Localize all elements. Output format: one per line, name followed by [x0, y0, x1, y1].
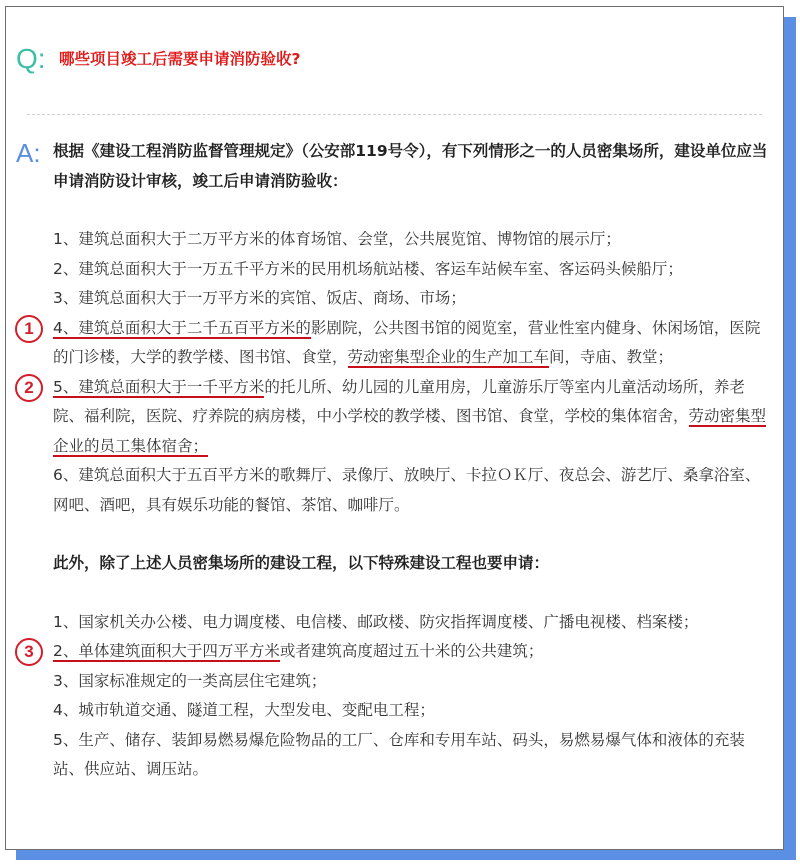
section-subheading: 此外，除了上述人员密集场所的建设工程，以下特殊建设工程也要申请：	[53, 554, 550, 572]
item-text-tail: 间，寺庙、教堂；	[549, 348, 674, 366]
list-item-2: 2、建筑总面积大于一万五千平方米的民用机场航站楼、客运车站候车室、客运码头候船厅；	[53, 259, 683, 278]
annotation-badge-2: 2	[15, 374, 43, 402]
underlined-threshold: 4、建筑总面积大于二千五百平方米的	[53, 318, 311, 337]
list-item-5	[24, 373, 773, 462]
annotation-badge-3: 3	[15, 638, 43, 666]
list-item-6: 6、建筑总面积大于五百平方米的歌舞厅、录像厅、放映厅、卡拉ＯＫ厅、夜总会、游艺厅、桑拿浴室、网吧、酒吧，具有娱乐功能的餐馆、茶馆、咖啡厅。	[53, 466, 761, 514]
annotation-badge-1: 1	[15, 315, 43, 343]
qa-card	[5, 6, 784, 850]
item-text: 的托儿所、幼儿园的儿童用房，儿童游乐厅等室内儿童活动场所，养老院、福利院，医院、疗养院的病房楼，中小学校的教学楼、图书馆、食堂，学校的集体宿舍，	[53, 377, 745, 425]
special-item-5: 5、生产、储存、装卸易燃易爆危险物品的工厂、仓库和专用车站、码头，易燃易爆气体和液体的充装站、供应站、调压站。	[53, 730, 745, 778]
underlined-threshold: 2、单体建筑面积大于四万平方米	[53, 642, 280, 660]
answer-mark: A:	[16, 138, 41, 168]
underlined-labor-intensive: 劳动密集型企业的员工集体宿舍；	[53, 407, 767, 455]
question-text: 哪些项目竣工后需要申请消防验收?	[59, 50, 301, 68]
special-item-2	[24, 637, 773, 667]
answer-intro: 根据《建设工程消防监督管理规定》（公安部119号令），有下列情形之一的人员密集场所，建设单位应当申请消防设计审核，竣工后申请消防验收：	[53, 142, 768, 190]
list-item-3: 3、建筑总面积大于一万平方米的宾馆、饭店、商场、市场；	[53, 289, 466, 307]
answer-content	[24, 137, 773, 785]
list-item-4	[24, 314, 773, 373]
underlined-threshold: 5、建筑总面积大于一千平方米	[53, 377, 265, 396]
special-item-4: 4、城市轨道交通、隧道工程，大型发电、变配电工程；	[53, 701, 435, 719]
special-item-1: 1、国家机关办公楼、电力调度楼、电信楼、邮政楼、防灾指挥调度楼、广播电视楼、档案楼；	[53, 612, 699, 631]
underlined-labor-intensive: 劳动密集型企业的生产加工车	[347, 348, 550, 366]
question-mark: Q:	[16, 43, 46, 74]
list-item-1: 1、建筑总面积大于二万平方米的体育场馆、会堂，公共展览馆、博物馆的展示厅；	[53, 230, 621, 248]
item-text: 或者建筑高度超过五十米的公共建筑；	[279, 642, 544, 660]
special-item-3: 3、国家标准规定的一类高层住宅建筑；	[53, 671, 327, 690]
item-text: 影剧院，公共图书馆的阅览室，营业性室内健身、休闲场馆，医院的门诊楼，大学的教学楼、图书馆、食堂，	[53, 318, 761, 366]
dotted-divider	[27, 114, 762, 115]
